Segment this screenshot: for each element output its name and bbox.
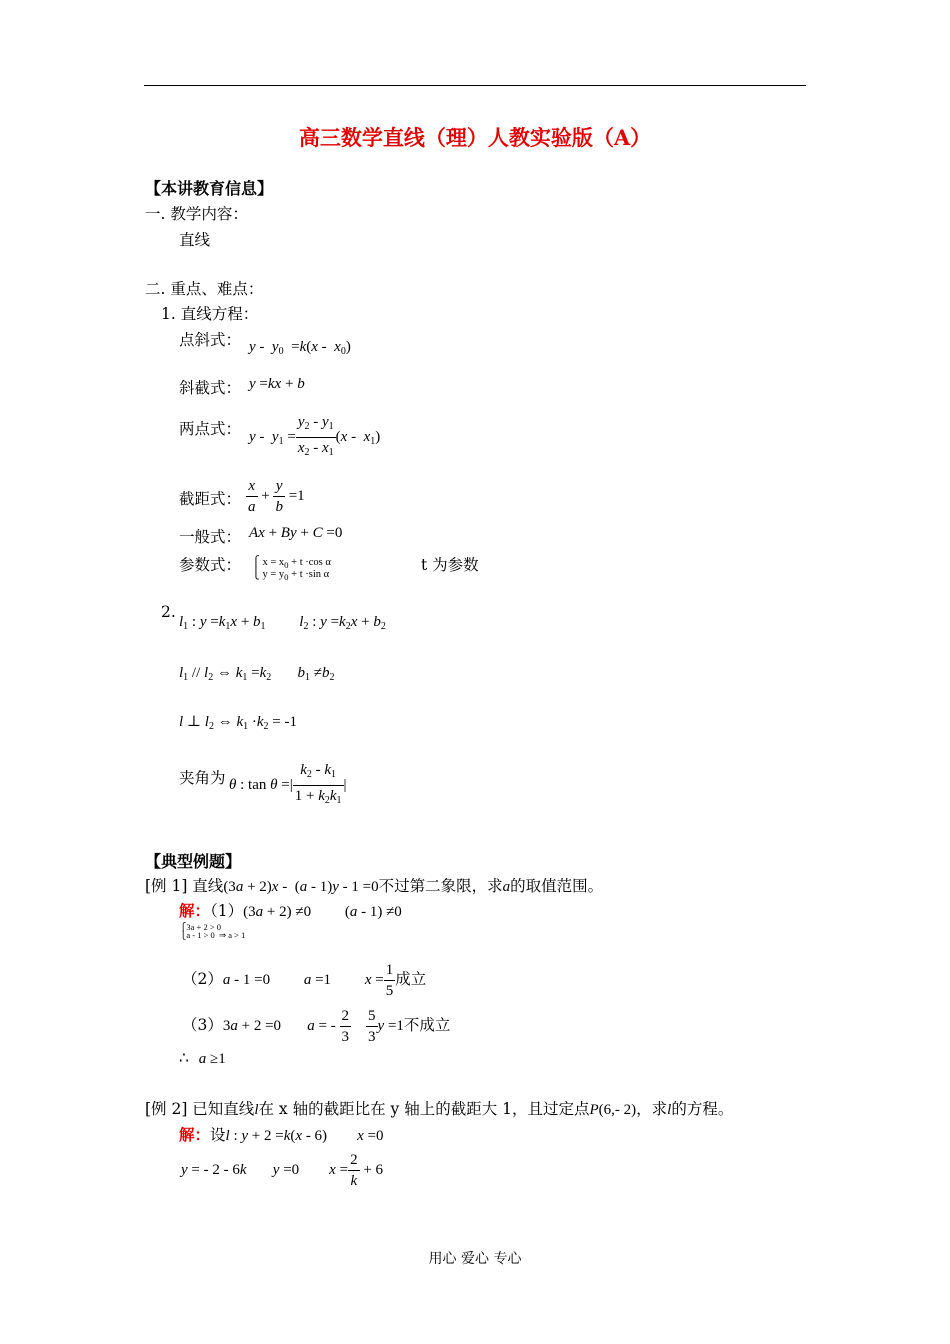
- section-heading-info: 【本讲教育信息】: [145, 179, 274, 198]
- angle-formula: θ : tan θ =| $\frac{k_2 - k_1}{1 + k_2k_1}$ |: [229, 762, 347, 806]
- general-label: 一般式：: [179, 528, 242, 546]
- item2-label: 2.: [161, 603, 176, 621]
- angle-label: 夹角为: [179, 769, 226, 787]
- slope-intercept-label: 斜截式：: [179, 379, 242, 397]
- example1-solution-case2: （2）a - 1 =0 a =1 x = $\frac{1}{5}$ 成立: [182, 962, 427, 999]
- parametric-note: t 为参数: [421, 556, 479, 574]
- two-point-label: 两点式：: [179, 420, 242, 438]
- example2-mid2: ，求: [636, 1100, 668, 1118]
- intercept-label: 截距式：: [179, 490, 242, 508]
- two-point-formula: y - $y_1$ = $\frac{y_2 - y_1}{x_2 - x_1}$ $(x - x_1)$: [249, 414, 381, 458]
- parametric-label: 参数式：: [179, 556, 242, 574]
- example2-step: y = - 2 - 6k y =0 x = $\frac{2}{k}$ + 6: [181, 1152, 384, 1189]
- example1-conclusion: ∴ a ≥1: [179, 1049, 226, 1067]
- example2-mid1: 在 x 轴的截距比在 y 轴上的截距大 1，且过定点: [258, 1100, 590, 1118]
- point-slope-label: 点斜式：: [179, 331, 242, 349]
- example1-solution-case3: （3）3a + 2 =0 a = - $\frac{2}{3}$ $\frac{5}{3}$ y =1不成立: [182, 1008, 451, 1045]
- parametric-formula: ⎧ $x = x_0 + t \cdot\cos$ α ⎩ $y = y_0 + t \cdot\sin$ α: [252, 557, 331, 583]
- parallel-condition: $l_1 // l_2$ ⇔ $k_1 =k_2$ $b_1 \ne b_2$: [179, 665, 335, 683]
- example1-end: 的取值范围。: [510, 877, 604, 895]
- footer: 用心 爱心 专心: [428, 1251, 522, 1267]
- top-rule: [144, 85, 806, 86]
- example1-equation: (3a + 2)x - (a - 1)y - 1 =0: [223, 879, 379, 895]
- page-title: 高三数学直线（理）人教实验版（A）: [298, 125, 652, 150]
- section-heading-examples: 【典型例题】: [145, 852, 242, 871]
- perpendicular-condition: l ⊥ $l_2$ ⇔ $k_1 \cdot k_2 = -1$: [179, 714, 298, 732]
- slope-intercept-formula: y =kx + b: [249, 376, 305, 392]
- content-label: 一. 教学内容：: [145, 205, 248, 223]
- case1-system: ⎧3a + 2 > 0 ⎩a - 1 > 0 ⇒ a > 1: [180, 922, 246, 940]
- example2-end: 的方程。: [671, 1100, 734, 1118]
- example1-label: [例 1] 直线: [145, 877, 224, 895]
- content-text: 直线: [179, 231, 211, 249]
- example2-solution: 解：设l : y + 2 =k(x - 6) x =0: [179, 1125, 384, 1144]
- point-slope-formula: $y - y_0 =k(x - x_0)$: [249, 339, 351, 357]
- example1-solution-case1: 解：（1）(3a + 2) ≠0 (a - 1) ≠0: [179, 901, 402, 920]
- example1-line: [例 1] 直线(3a + 2)x - (a - 1)y - 1 =0不过第二象限，求a的取值范围。: [145, 877, 604, 895]
- two-lines-formula: $l_1$ : $y =k_1x + b_1$ $l_2$ : $y =k_2x + b_2$: [179, 614, 386, 632]
- example2-label: [例 2] 已知直线: [145, 1100, 255, 1118]
- general-formula: Ax + By + C =0: [249, 525, 343, 541]
- intercept-formula: $\frac{x}{a}$ + $\frac{y}{b}$ =1: [248, 478, 305, 515]
- example1-mid: 不过第二象限，求: [378, 877, 503, 895]
- key-points-label: 二. 重点、难点：: [145, 280, 264, 298]
- solution-label: 解：: [179, 901, 211, 920]
- example2-line: [例 2] 已知直线l在 x 轴的截距比在 y 轴上的截距大 1，且过定点P(6,- 2)，求l的方程。: [145, 1100, 734, 1118]
- item1-label: 1. 直线方程：: [161, 305, 259, 323]
